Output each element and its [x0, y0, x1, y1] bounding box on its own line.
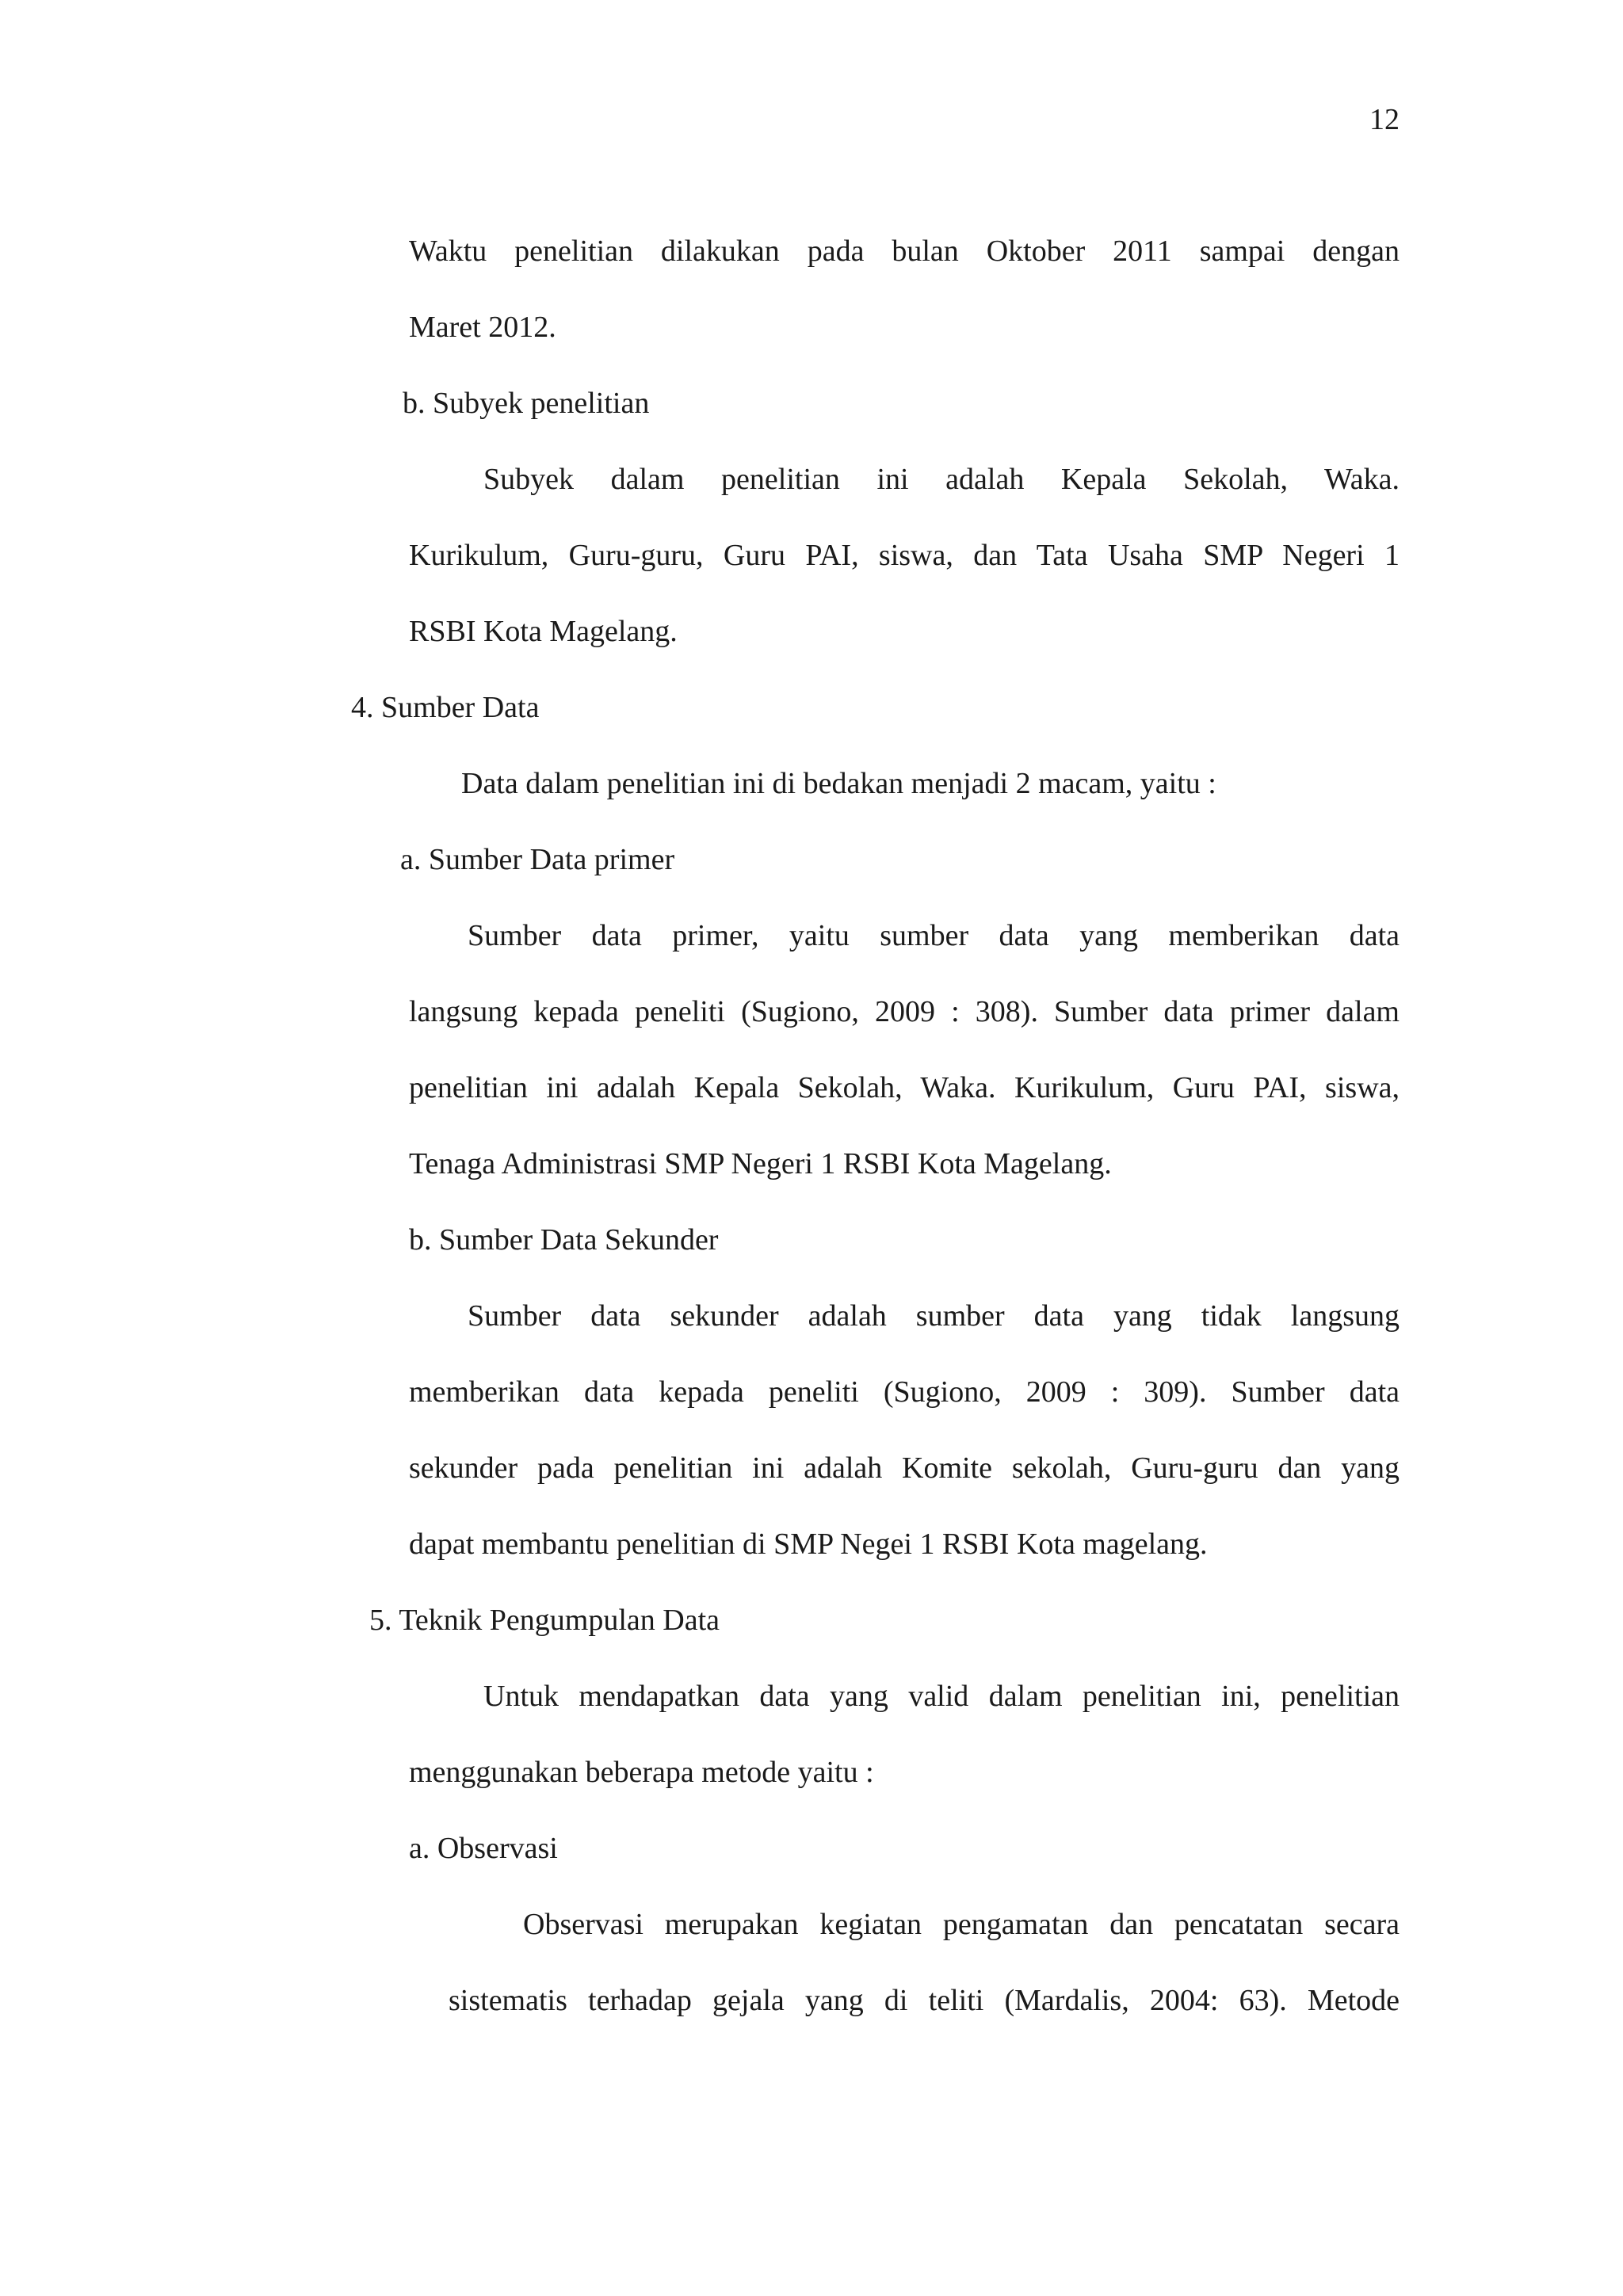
- paragraph-line: RSBI Kota Magelang.: [409, 615, 678, 648]
- subheading-subyek-penelitian: b. Subyek penelitian: [403, 387, 650, 420]
- page-number: 12: [1369, 103, 1400, 136]
- paragraph-line: Sumber data sekunder adalah sumber data yang tidak langsung: [468, 1299, 1400, 1333]
- paragraph-line: Untuk mendapatkan data yang valid dalam penelitian ini, penelitian: [483, 1680, 1400, 1713]
- paragraph-line: Data dalam penelitian ini di bedakan menjadi 2 macam, yaitu :: [461, 767, 1216, 800]
- heading-sumber-data: 4. Sumber Data: [351, 691, 540, 724]
- subheading-observasi: a. Observasi: [409, 1832, 558, 1865]
- paragraph-line: dapat membantu penelitian di SMP Negei 1 RSBI Kota magelang.: [409, 1527, 1208, 1561]
- heading-teknik-pengumpulan-data: 5. Teknik Pengumpulan Data: [369, 1604, 720, 1637]
- subheading-sumber-data-sekunder: b. Sumber Data Sekunder: [409, 1223, 719, 1257]
- paragraph-line: Sumber data primer, yaitu sumber data yang memberikan data: [468, 919, 1400, 952]
- paragraph-line: langsung kepada peneliti (Sugiono, 2009 : 308). Sumber data primer dalam: [409, 995, 1400, 1028]
- paragraph-line: sekunder pada penelitian ini adalah Komite sekolah, Guru-guru dan yang: [409, 1451, 1400, 1485]
- paragraph-line: menggunakan beberapa metode yaitu :: [409, 1756, 874, 1789]
- paragraph-line: Tenaga Administrasi SMP Negeri 1 RSBI Kota Magelang.: [409, 1147, 1112, 1180]
- paragraph-line: sistematis terhadap gejala yang di teliti (Mardalis, 2004: 63). Metode: [449, 1984, 1400, 2017]
- paragraph-line: Observasi merupakan kegiatan pengamatan dan pencatatan secara: [523, 1908, 1400, 1941]
- subheading-sumber-data-primer: a. Sumber Data primer: [400, 843, 675, 876]
- paragraph-line: Kurikulum, Guru-guru, Guru PAI, siswa, dan Tata Usaha SMP Negeri 1: [409, 539, 1400, 572]
- paragraph-line: penelitian ini adalah Kepala Sekolah, Waka. Kurikulum, Guru PAI, siswa,: [409, 1071, 1400, 1104]
- paragraph-line: Maret 2012.: [409, 311, 556, 344]
- paragraph-line: Waktu penelitian dilakukan pada bulan Oktober 2011 sampai dengan: [409, 235, 1400, 268]
- paragraph-line: memberikan data kepada peneliti (Sugiono, 2009 : 309). Sumber data: [409, 1375, 1400, 1409]
- paragraph-line: Subyek dalam penelitian ini adalah Kepala Sekolah, Waka.: [483, 463, 1400, 496]
